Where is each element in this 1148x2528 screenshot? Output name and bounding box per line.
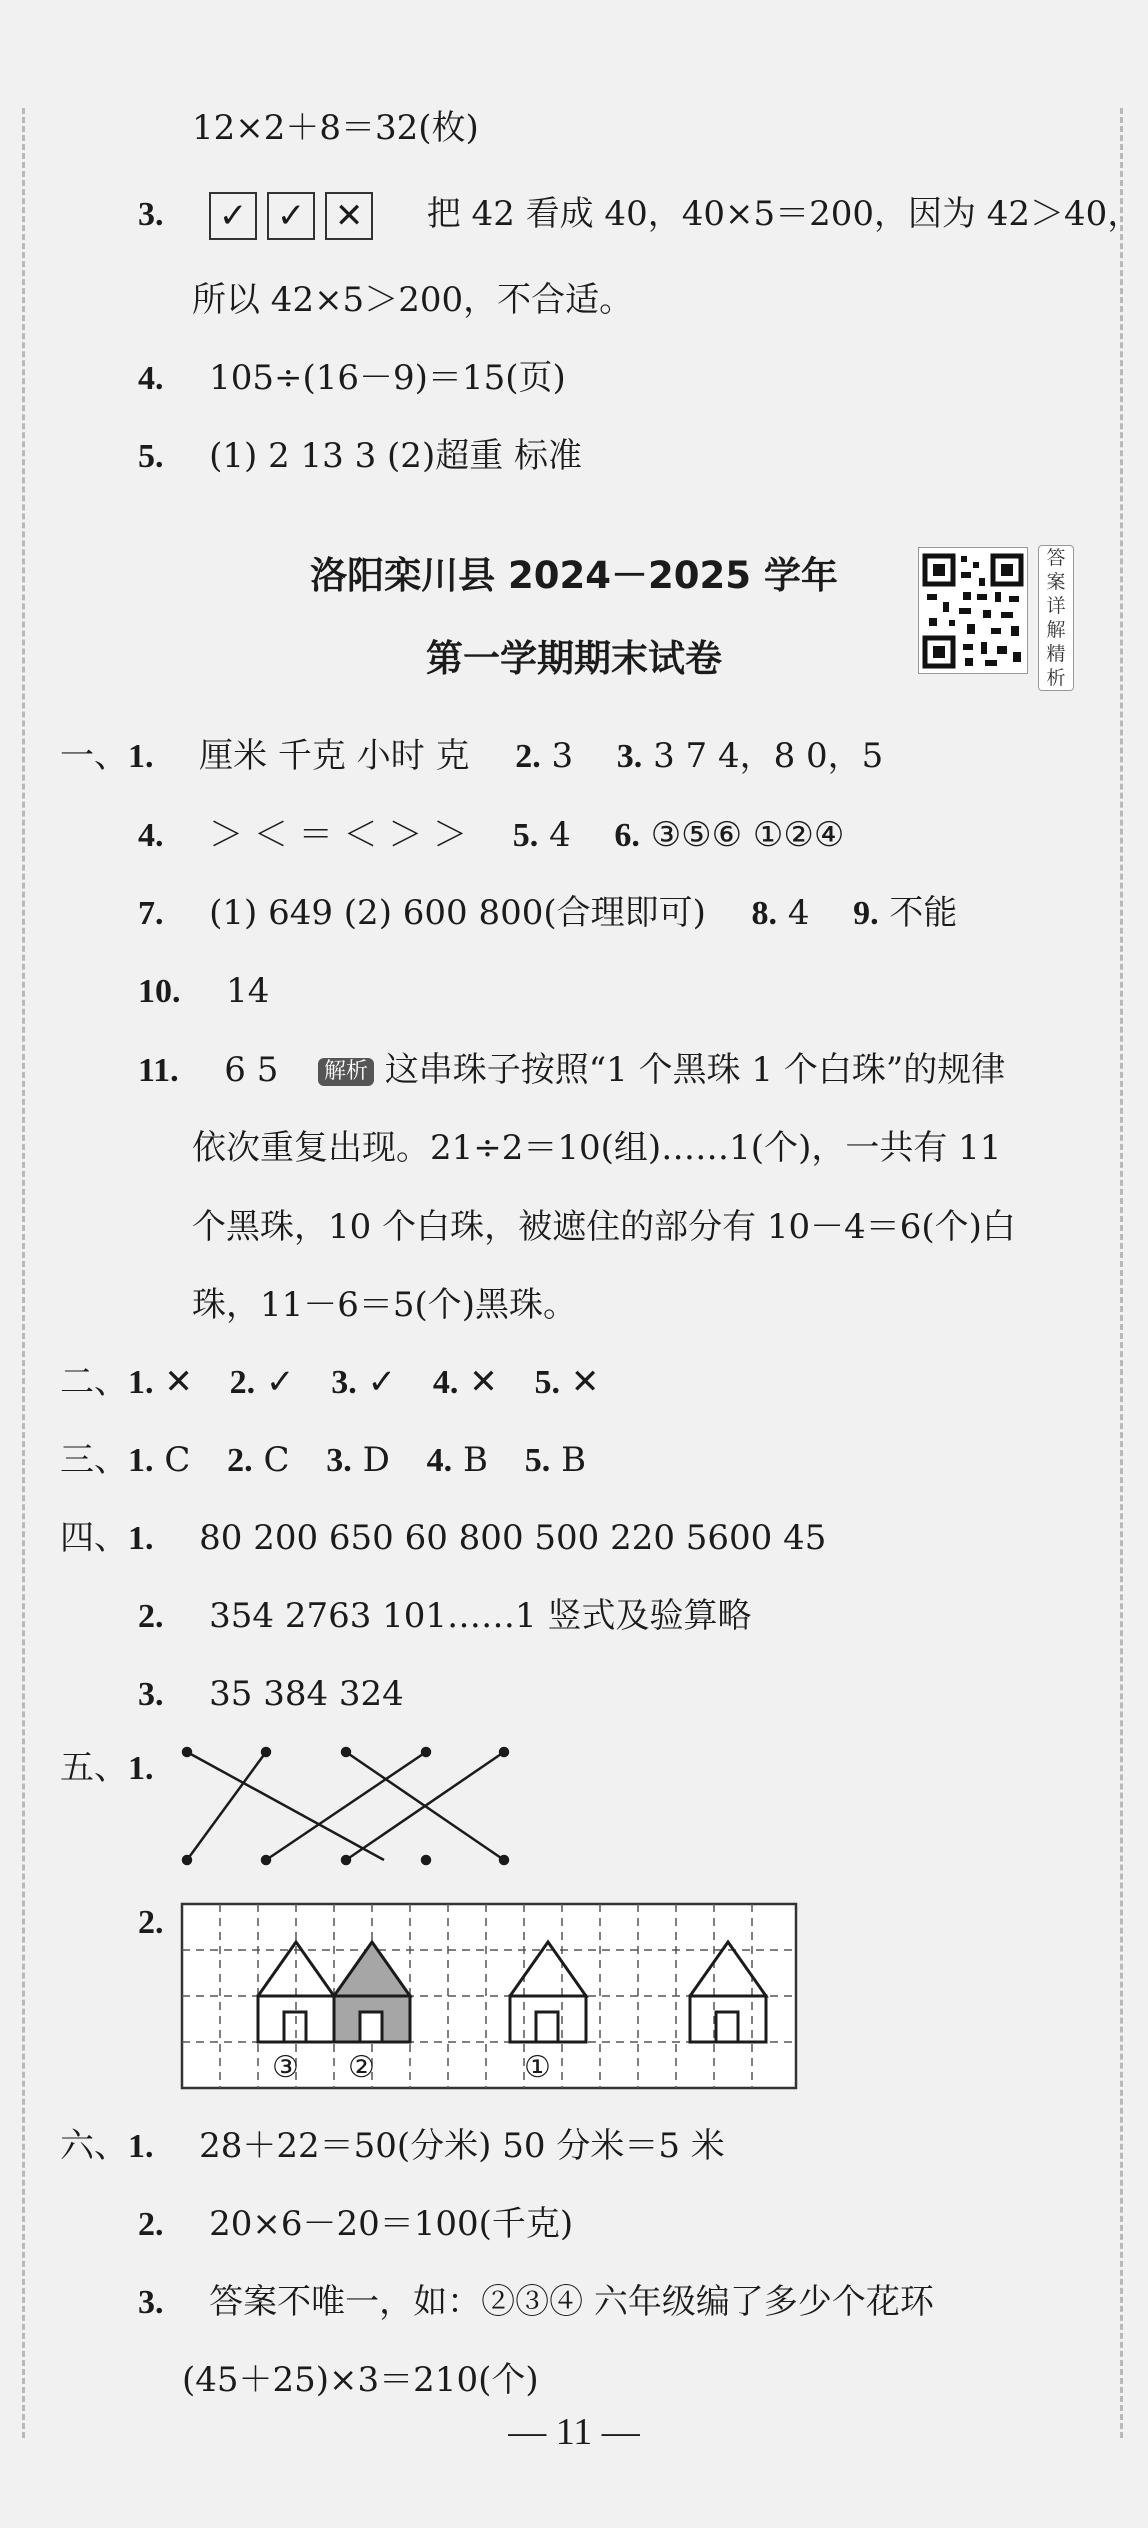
sec3-row [60, 1440, 586, 1481]
sec2-row [60, 1362, 599, 1403]
sec6-q2-number: 2. [138, 2206, 164, 2243]
sec4-q2-number: 2. [138, 1598, 164, 1635]
q5b-answer: 4 [549, 815, 571, 855]
sec4-row2 [138, 1596, 752, 1637]
sec6-q3-answer: 答案不唯一，如：②③④ 六年级编了多少个花环 [209, 2282, 934, 2322]
qr-caption: 答案详解精析 [1038, 545, 1074, 691]
sec2-label: 二、 [60, 1362, 128, 1402]
sec4-label: 四、 [60, 1518, 128, 1558]
sec3-q4-answer: B [462, 1440, 488, 1480]
q11-number: 11. [138, 1052, 179, 1089]
matching-lines-diagram [170, 1740, 520, 1870]
q3-box-3: ✕ [325, 192, 373, 240]
sec5-row1-label [60, 1748, 154, 1789]
q2-number: 2. [515, 738, 541, 775]
sec3-q5-number: 5. [524, 1442, 551, 1479]
q5-number: 5. [138, 438, 164, 475]
sec2-q3-answer: ✓ [367, 1362, 397, 1402]
sec4-q2-answer: 354 2763 101……1 竖式及验算略 [209, 1596, 752, 1636]
q6-number: 6. [614, 817, 640, 854]
sec4-q3-number: 3. [138, 1676, 164, 1713]
sec6-label: 六、 [60, 2126, 128, 2166]
q7-number: 7. [138, 895, 164, 932]
q1-answer: 厘米 千克 小时 克 [199, 736, 470, 776]
sec5-row2-label [138, 1902, 164, 1943]
sec6-row1 [60, 2126, 725, 2167]
sec1-label: 一、 [60, 736, 128, 776]
q3-row [138, 192, 1141, 240]
sec3-q4-number: 4. [426, 1442, 453, 1479]
sec4-q1-answer: 80 200 650 60 800 500 220 5600 45 [199, 1518, 827, 1558]
q10-answer: 14 [226, 971, 270, 1011]
sec2-q1-number: 1. [128, 1364, 154, 1401]
q4b-number: 4. [138, 817, 164, 854]
exam-subtitle: 第一学期期末试卷 [426, 637, 722, 680]
sec2-q5-number: 5. [534, 1364, 560, 1401]
q5b-number: 5. [512, 817, 539, 854]
q4b-answer: ＞ ＜ ＝ ＜ ＞ ＞ [209, 815, 468, 855]
q3-number: 3. [138, 196, 164, 233]
q9-number: 9. [853, 895, 879, 932]
q5-row [138, 436, 582, 477]
sec4-row1 [60, 1518, 826, 1559]
house-label-3: ③ [272, 2050, 299, 2085]
sec2-q3-number: 3. [331, 1364, 357, 1401]
q10-number: 10. [138, 973, 181, 1010]
analysis-line-1: 这串珠子按照“1 个黑珠 1 个白珠”的规律 [384, 1050, 1006, 1090]
analysis-line-3: 个黑珠，10 个白珠，被遮住的部分有 10－4＝6(个)白 [192, 1207, 1016, 1247]
sec6-row2 [138, 2204, 573, 2245]
q8-number: 8. [751, 895, 778, 932]
analysis-line-4: 珠，11－6＝5(个)黑珠。 [192, 1285, 578, 1325]
sec6-q2-answer: 20×6－20＝100(千克) [209, 2204, 574, 2244]
sec6-q3-number: 3. [138, 2284, 164, 2321]
sec3-q5-answer: B [561, 1440, 587, 1480]
house-label-2: ② [348, 2050, 375, 2085]
carryover-line: 12×2＋8＝32(枚) [192, 108, 479, 148]
sec5-q1-number: 1. [128, 1750, 154, 1787]
sec4-q3-answer: 35 384 324 [209, 1674, 404, 1714]
sec6-row3 [138, 2282, 934, 2323]
sec1-row1 [60, 736, 883, 777]
sec3-q2-number: 2. [227, 1442, 253, 1479]
sec2-q2-number: 2. [229, 1364, 256, 1401]
q3-box-1: ✓ [209, 192, 257, 240]
page-number: — 11 — [508, 2411, 640, 2453]
sec2-q4-number: 4. [432, 1364, 459, 1401]
q2-answer: 3 [551, 736, 574, 776]
sec2-q2-answer: ✓ [265, 1362, 295, 1402]
sec5-label: 五、 [60, 1748, 128, 1788]
sec4-q1-number: 1. [128, 1520, 154, 1557]
left-margin-line [22, 108, 25, 2438]
sec5-q2-number: 2. [138, 1904, 164, 1941]
q3-box-2: ✓ [267, 192, 315, 240]
q3-text-2: 所以 42×5＞200，不合适。 [192, 280, 634, 320]
sec2-q1-answer: ✕ [164, 1362, 193, 1402]
sec2-q5-answer: ✕ [570, 1362, 600, 1402]
analysis-line-2: 依次重复出现。21÷2＝10(组)……1(个)，一共有 11 [192, 1128, 1002, 1168]
q3-text: 把 42 看成 40，40×5＝200，因为 42＞40， [426, 194, 1142, 234]
sec6-q3-answer-2: (45＋25)×3＝210(个) [182, 2360, 539, 2400]
q4-row [138, 358, 566, 399]
sec4-row3 [138, 1674, 404, 1715]
sec6-q1-number: 1. [128, 2128, 154, 2165]
sec3-q1-number: 1. [128, 1442, 154, 1479]
q8-answer: 4 [787, 893, 810, 933]
q4-number: 4. [138, 360, 164, 397]
q9-answer: 不能 [889, 893, 958, 933]
sec1-row3 [138, 893, 957, 934]
sec6-q1-answer: 28＋22＝50(分米) 50 分米＝5 米 [199, 2126, 725, 2166]
exam-title: 洛阳栾川县 2024－2025 学年 [310, 554, 838, 597]
sec3-q3-number: 3. [326, 1442, 352, 1479]
sec3-q1-answer: C [164, 1440, 191, 1480]
q4-text: 105÷(16－9)＝15(页) [209, 358, 566, 398]
q1-number: 1. [128, 738, 154, 775]
q7-answer: (1) 649 (2) 600 800(合理即可) [209, 893, 706, 933]
q3b-answer: 3 7 4，8 0，5 [653, 736, 884, 776]
q3b-number: 3. [616, 738, 643, 775]
house-label-1: ① [524, 2050, 551, 2085]
sec1-row2 [138, 815, 844, 856]
right-margin-line [1120, 108, 1123, 2438]
analysis-tag: 解析 [318, 1058, 374, 1086]
sec1-row5 [138, 1050, 1005, 1091]
q5-text: (1) 2 13 3 (2)超重 标准 [209, 436, 583, 476]
sec3-label: 三、 [60, 1440, 128, 1480]
sec2-q4-answer: ✕ [469, 1362, 498, 1402]
q6-answer: ③⑤⑥ ①②④ [650, 815, 845, 855]
sec1-row4 [138, 971, 269, 1012]
sec3-q2-answer: C [263, 1440, 290, 1480]
sec3-q3-answer: D [362, 1440, 390, 1480]
q11-answer: 6 5 [224, 1050, 279, 1090]
qr-code-icon[interactable] [918, 547, 1028, 674]
